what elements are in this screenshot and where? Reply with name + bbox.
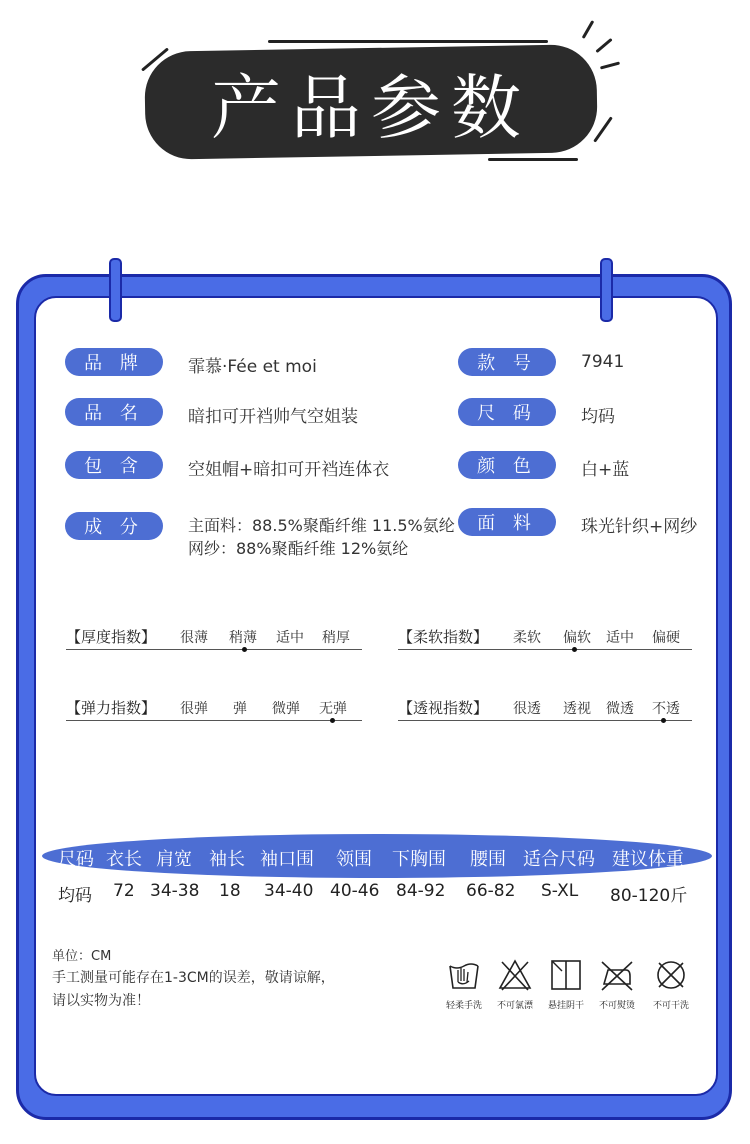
index-option: 无弹 — [319, 701, 347, 717]
param-value: 暗扣可开裆帅气空姐装 — [188, 407, 358, 427]
size-header: 适合尺码 — [523, 849, 595, 870]
size-header: 下胸围 — [392, 849, 446, 870]
care-label: 悬挂阴干 — [547, 1001, 584, 1011]
param-label: 包 含 — [65, 451, 163, 479]
index-label: 【弹力指数】 — [66, 699, 157, 717]
index-scale-line — [66, 720, 362, 721]
param-value: 珠光针织+网纱 — [581, 517, 698, 537]
size-value: 34-40 — [264, 881, 314, 901]
index-scale-line — [66, 649, 362, 650]
index-option: 透视 — [563, 701, 591, 717]
binder-ring-right — [600, 258, 613, 322]
size-value: 80-120斤 — [610, 886, 688, 906]
param-label: 款 号 — [458, 348, 556, 376]
index-option: 很薄 — [180, 630, 208, 646]
care-label: 不可氯漂 — [496, 1001, 533, 1011]
param-value-secondary: 网纱：88%聚酯纤维 12%氨纶 — [188, 539, 409, 558]
index-marker — [661, 718, 666, 723]
size-value: 均码 — [58, 886, 92, 906]
size-header: 领围 — [336, 849, 372, 870]
deco-line — [268, 40, 548, 43]
index-option: 微弹 — [272, 701, 300, 717]
index-option: 很透 — [513, 701, 541, 717]
index-label: 【厚度指数】 — [66, 628, 157, 646]
size-value: 72 — [113, 881, 135, 901]
size-header: 袖长 — [209, 849, 245, 870]
size-header: 腰围 — [470, 849, 506, 870]
size-header: 袖口围 — [260, 849, 314, 870]
param-label: 品 牌 — [65, 348, 163, 376]
size-header: 衣长 — [106, 849, 142, 870]
index-option: 稍厚 — [322, 630, 350, 646]
no-bleach-icon — [498, 958, 532, 992]
index-option: 不透 — [652, 701, 680, 717]
param-value: 均码 — [581, 407, 615, 427]
index-option: 稍薄 — [229, 630, 257, 646]
param-label: 成 分 — [65, 512, 163, 540]
size-value: 66-82 — [466, 881, 516, 901]
size-header: 肩宽 — [156, 849, 192, 870]
index-option: 适中 — [606, 630, 634, 646]
measure-note: 手工测量可能存在1-3CM的误差，敬请谅解， — [52, 970, 335, 986]
size-header: 尺码 — [58, 849, 94, 870]
unit-note: 单位：CM — [52, 949, 112, 964]
index-scale-line — [398, 720, 692, 721]
index-option: 偏硬 — [652, 630, 680, 646]
param-label: 面 料 — [458, 508, 556, 536]
index-option: 适中 — [276, 630, 304, 646]
param-value: 白+蓝 — [581, 460, 630, 480]
index-marker — [242, 647, 247, 652]
index-option: 很弹 — [180, 701, 208, 717]
index-label: 【柔软指数】 — [398, 628, 489, 646]
param-value: 霏慕·Fée et moi — [188, 357, 317, 377]
size-value: 84-92 — [396, 881, 446, 901]
index-scale-line — [398, 649, 692, 650]
care-label: 不可熨烫 — [598, 1001, 635, 1011]
binder-ring-left — [109, 258, 122, 322]
deco-line — [488, 158, 578, 161]
index-option: 弹 — [233, 701, 247, 717]
param-label: 品 名 — [65, 398, 163, 426]
index-option: 微透 — [606, 701, 634, 717]
size-header: 建议体重 — [612, 849, 684, 870]
hang-dry-shade-icon — [549, 958, 583, 992]
param-label: 颜 色 — [458, 451, 556, 479]
no-dry-clean-icon — [654, 958, 688, 992]
deco-line — [600, 61, 620, 69]
index-option: 偏软 — [563, 630, 591, 646]
care-label: 不可干洗 — [652, 1001, 689, 1011]
size-value: 18 — [219, 881, 241, 901]
deco-line — [595, 38, 612, 53]
deco-line — [582, 20, 595, 39]
param-value: 7941 — [581, 352, 625, 372]
page-title: 产品参数 — [211, 66, 531, 149]
index-label: 【透视指数】 — [398, 699, 489, 717]
measure-note: 请以实物为准！ — [52, 993, 150, 1009]
size-value: S-XL — [541, 881, 579, 901]
no-iron-icon — [600, 958, 634, 992]
hand-wash-icon — [447, 958, 481, 992]
param-value: 主面料：88.5%聚酯纤维 11.5%氨纶 — [188, 516, 455, 535]
size-value: 40-46 — [330, 881, 380, 901]
size-value: 34-38 — [150, 881, 200, 901]
index-option: 柔软 — [513, 630, 541, 646]
care-label: 轻柔手洗 — [445, 1001, 482, 1011]
param-label: 尺 码 — [458, 398, 556, 426]
param-value: 空姐帽+暗扣可开裆连体衣 — [188, 460, 390, 480]
